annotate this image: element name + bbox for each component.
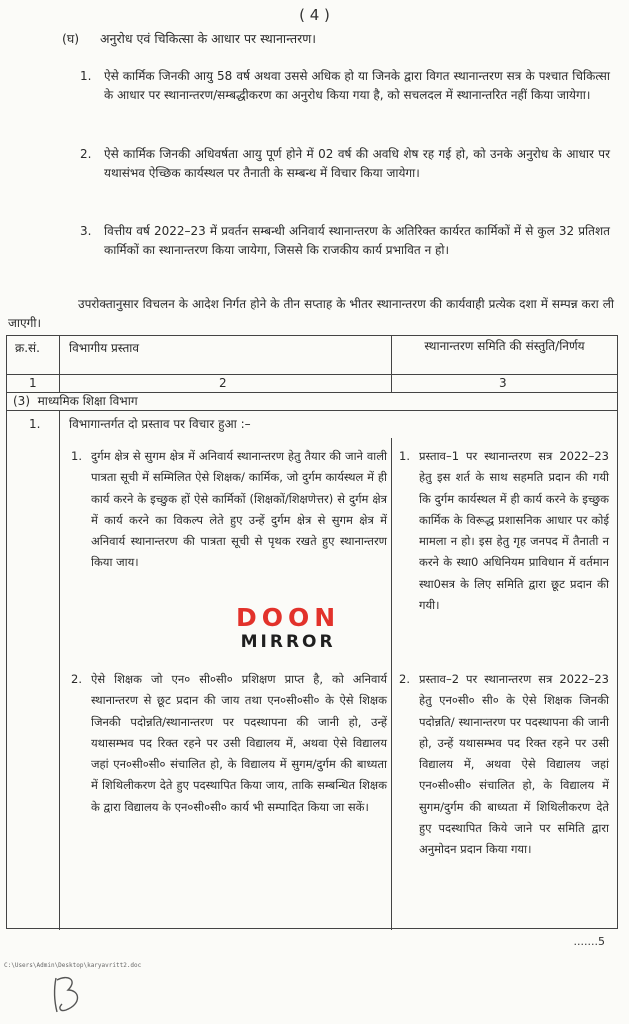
proposal-text: दुर्गम क्षेत्र से सुगम क्षेत्र में अनिवार्य स्थानान्तरण हेतु तैयार की जाने वाली पात्रता सूची में सम्मिलित ऐसे शिक्षक/ कार्मिक, जो दुर्गम कार्यस्थल में ही कार्य करने के इच्छुक हों ऐसे कार्मिकों (शिक्षकों/शिक्षणेत्तर) से दुर्गम क्षेत्र में कार्य करने का विकल्प लेते हुए उन्हें दुर्गम क्षेत्र से सुगम क्षेत्र में अनिवार्य स्थानान्तरण की पात्रता सूची से पृथक रखते हुए स्थानान्तरण किया जाय। bbox=[91, 449, 387, 570]
col-number: 1 bbox=[29, 376, 37, 390]
watermark-logo bbox=[236, 604, 340, 652]
col-number: 3 bbox=[499, 376, 507, 390]
row-intro: विभागान्तर्गत दो प्रस्ताव पर विचार हुआ :– bbox=[69, 417, 251, 431]
decision-1 bbox=[399, 446, 609, 616]
decision-number: 2. bbox=[399, 672, 410, 686]
table-rule bbox=[7, 374, 617, 375]
point-text: ऐसे कार्मिक जिनकी अधिवर्षता आयु पूर्ण होने में 02 वर्ष की अवधि शेष रह गई हो, को उनके अनुरोध के आधार पर यथासंभव ऐच्छिक कार्यस्थल पर तैनाती के सम्बन्ध में विचार किया जायेगा। bbox=[104, 147, 610, 180]
timeline-paragraph: उपरोक्तानुसार विचलन के आदेश निर्गत होने के तीन सप्ताह के भीतर स्थानान्तरण की कार्यवाही प्रत्येक दशा में सम्पन्न करा ली जाएगी। bbox=[8, 297, 614, 330]
point-2 bbox=[80, 145, 610, 183]
point-number: 2. bbox=[80, 147, 92, 161]
section-row: (3) माध्यमिक शिक्षा विभाग bbox=[13, 394, 138, 408]
table-rule bbox=[391, 438, 392, 930]
header-decision: स्थानान्तरण समिति की संस्तुति/निर्णय bbox=[424, 339, 585, 353]
table-rule bbox=[391, 336, 392, 392]
table-rule bbox=[7, 410, 617, 411]
section-title: अनुरोध एवं चिकित्सा के आधार पर स्थानान्तरण। bbox=[100, 31, 317, 46]
decision-text: प्रस्ताव–1 पर स्थानान्तरण सत्र 2022–23 हेतु इस शर्त के साथ सहमति प्रदान की गयी कि दुर्गम कार्यस्थल में ही कार्य करने के इच्छुक कार्मिक के विरूद्ध प्रशासनिक आधार पर कोई मामला न हो। इस हेतु गृह जनपद में तैनाती न करने के स्था0 अधिनियम प्राविधान में वर्तमान स्था0सत्र के लिए समिति द्वारा छूट प्रदान की गयी। bbox=[419, 449, 609, 613]
point-number: 3. bbox=[80, 224, 92, 238]
decision-2 bbox=[399, 669, 609, 861]
handwritten-initial bbox=[48, 968, 88, 1018]
proposal-number: 1. bbox=[71, 449, 82, 463]
point-3 bbox=[80, 222, 610, 260]
watermark-doon: DOON bbox=[236, 603, 341, 632]
watermark-mirror: MIRROR bbox=[240, 632, 336, 652]
header-serial: क्र.सं. bbox=[15, 341, 40, 355]
point-text: ऐसे कार्मिक जिनकी आयु 58 वर्ष अथवा उससे अधिक हो या जिनके द्वारा विगत स्थानान्तरण सत्र के पश्चात चिकित्सा के आधार पर स्थानान्तरण/सम्बद्धीकरण का अनुरोध किया गया है, को सचलदल में स्थानान्तरित नहीं किया जायेगा। bbox=[104, 69, 610, 102]
decision-number: 1. bbox=[399, 449, 410, 463]
row-number: 1. bbox=[29, 417, 41, 431]
proposal-1 bbox=[71, 446, 387, 574]
point-number: 1. bbox=[80, 69, 92, 83]
file-path: C:\Users\Admin\Desktop\karyavritt2.doc bbox=[4, 962, 142, 969]
decision-text: प्रस्ताव–2 पर स्थानान्तरण सत्र 2022–23 हेतु एन०सी० सी० के ऐसे शिक्षक जिनकी पदोन्नति/ स्थानान्तरण पर पदस्थापना की जानी हो, उन्हें यथासम्भव पद रिक्त रहने पर उसी विद्यालय में, अथवा ऐसे विद्यालय जहां एन०सी०सी० संचालित हो, के विद्यालय में सुगम/दुर्गम की बाध्यता में शिथिलीकरण देते हुए पदस्थापित किये जाने पर समिति द्वारा अनुमोदन प्रदान किया गया। bbox=[419, 672, 609, 857]
point-1 bbox=[80, 67, 610, 105]
header-proposal: विभागीय प्रस्ताव bbox=[69, 341, 140, 355]
proposal-text: ऐसे शिक्षक जो एन० सी०सी० प्रशिक्षण प्राप्त है, को अनिवार्य स्थानान्तरण से छूट प्रदान की जाय तथा एन०सी०सी० के ऐसे शिक्षक जिनकी पदोन्नति/स्थानान्तरण पर पदस्थापना की जानी हो, उन्हें यथासम्भव पद रिक्त रहने पर उसी विद्यालय में, अथवा ऐसे विद्यालय जहां एन०सी०सी० संचालित हो, के विद्यालय में सुगम/दुर्गम की बाध्यता में शिथिलीकरण देते हुए पदस्थापित किया जाय, ताकि सम्बन्धित शिक्षक के द्वारा विद्यालय के एन०सी०सी० कार्य भी सम्पादित किया जा सकें। bbox=[91, 672, 387, 814]
page-number: ( 4 ) bbox=[299, 6, 330, 24]
proposal-number: 2. bbox=[71, 672, 82, 686]
point-text: वित्तीय वर्ष 2022–23 में प्रवर्तन सम्बन्धी अनिवार्य स्थानान्तरण के अतिरिक्त कार्यरत कार्मिकों में से कुल 32 प्रतिशत कार्मिकों का स्थानान्तरण किया जायेगा, जिससे कि राजकीय कार्य प्रभावित न हो। bbox=[104, 224, 610, 257]
proposal-2 bbox=[71, 669, 387, 818]
table-rule bbox=[59, 336, 60, 392]
next-page-marker: .......5 bbox=[573, 935, 605, 948]
table-rule bbox=[59, 410, 60, 930]
section-label: (घ) bbox=[62, 31, 80, 46]
col-number: 2 bbox=[219, 376, 227, 390]
